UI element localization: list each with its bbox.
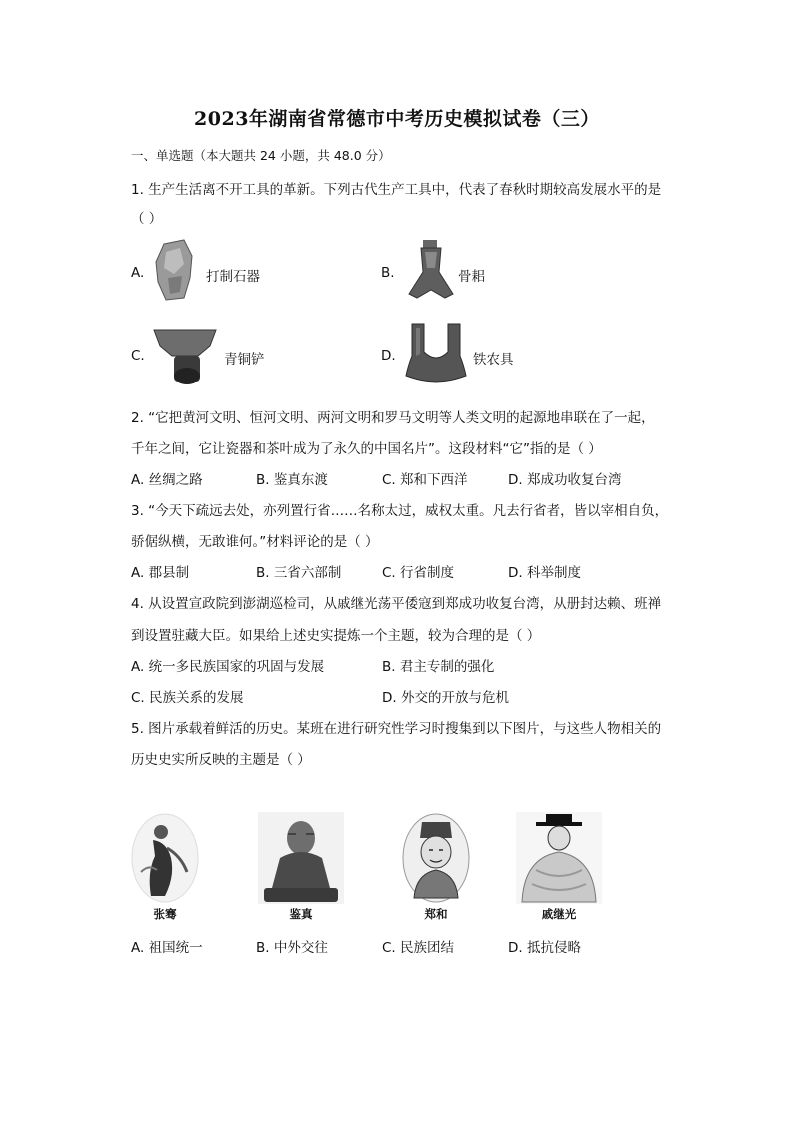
q4-option-c: C. 民族关系的发展 (131, 690, 244, 706)
q1-option-b-text: 骨耜 (458, 269, 485, 285)
zheng-he-portrait (402, 812, 470, 904)
q5-option-d: D. 抵抗侵略 (508, 940, 581, 956)
q1-option-d-text: 铁农具 (473, 352, 514, 368)
q3-option-d: D. 科举制度 (508, 565, 581, 581)
q3-option-b: B. 三省六部制 (256, 565, 342, 581)
q1-option-c-text: 青铜铲 (224, 352, 265, 368)
q2-stem-line1: 2. “它把黄河文明、恒河文明、两河文明和罗马文明等人类文明的起源地串联在了一起， (131, 410, 655, 426)
jianzhen-portrait (258, 812, 344, 904)
q1-option-a-text: 打制石器 (206, 269, 260, 285)
q4-stem-line1: 4. 从设置宣政院到澎湖巡检司，从戚继光荡平倭寇到郑成功收复台湾，从册封达赖、班禅 (131, 596, 662, 612)
section-heading: 一、单选题（本大题共 24 小题，共 48.0 分） (131, 148, 391, 163)
q2-option-a: A. 丝绸之路 (131, 472, 203, 488)
q3-stem-line1: 3. “今天下疏远去处，亦列置行省……名称太过，威权太重。凡去行省者，皆以宰相自负， (131, 503, 669, 519)
bone-spade-image (405, 238, 457, 302)
q5-stem-line1: 5. 图片承载着鲜活的历史。某班在进行研究性学习时搜集到以下图片，与这些人物相关的 (131, 721, 662, 737)
q2-stem-line2: 千年之间，它让瓷器和茶叶成为了永久的中国名片”。这段材料“它”指的是（ ） (131, 441, 602, 457)
q1-option-c-letter: C. (131, 348, 145, 364)
q2-option-b: B. 鉴真东渡 (256, 472, 328, 488)
portrait-caption-zheng-he: 郑和 (424, 907, 448, 921)
q4-option-a: A. 统一多民族国家的巩固与发展 (131, 659, 325, 675)
q1-option-d-letter: D. (381, 348, 396, 364)
q3-option-a: A. 郡县制 (131, 565, 190, 581)
q3-stem-line2: 骄倨纵横，无敢谁何。”材料评论的是（ ） (131, 534, 379, 550)
q4-stem-line2: 到设置驻藏大臣。如果给上述史实提炼一个主题，较为合理的是（ ） (131, 628, 541, 644)
qi-jiguang-portrait (516, 812, 602, 904)
q5-option-c: C. 民族团结 (382, 940, 455, 956)
q1-stem-line1: 1. 生产生活离不开工具的革新。下列古代生产工具中，代表了春秋时期较高发展水平的是 (131, 182, 662, 198)
q4-option-d: D. 外交的开放与危机 (382, 690, 509, 706)
zhang-qian-portrait (131, 812, 199, 904)
q1-stem-line2: （ ） (131, 211, 163, 227)
q5-option-a: A. 祖国统一 (131, 940, 203, 956)
page-title: 2023年湖南省常德市中考历史模拟试卷（三） (194, 108, 600, 130)
q2-option-d: D. 郑成功收复台湾 (508, 472, 622, 488)
q1-option-b-letter: B. (381, 265, 395, 281)
q5-stem-line2: 历史史实所反映的主题是（ ） (131, 752, 311, 768)
q1-option-a-letter: A. (131, 265, 145, 281)
portrait-caption-jianzhen: 鉴真 (289, 907, 313, 921)
q2-option-c: C. 郑和下西洋 (382, 472, 468, 488)
iron-tool-image (404, 322, 468, 384)
q4-option-b: B. 君主专制的强化 (382, 659, 495, 675)
bronze-shovel-image (152, 326, 218, 386)
portrait-caption-qi-jiguang: 戚继光 (541, 907, 577, 921)
portrait-caption-zhang-qian: 张骞 (153, 907, 177, 921)
q3-option-c: C. 行省制度 (382, 565, 455, 581)
stone-tool-image (154, 238, 196, 302)
q5-option-b: B. 中外交往 (256, 940, 328, 956)
